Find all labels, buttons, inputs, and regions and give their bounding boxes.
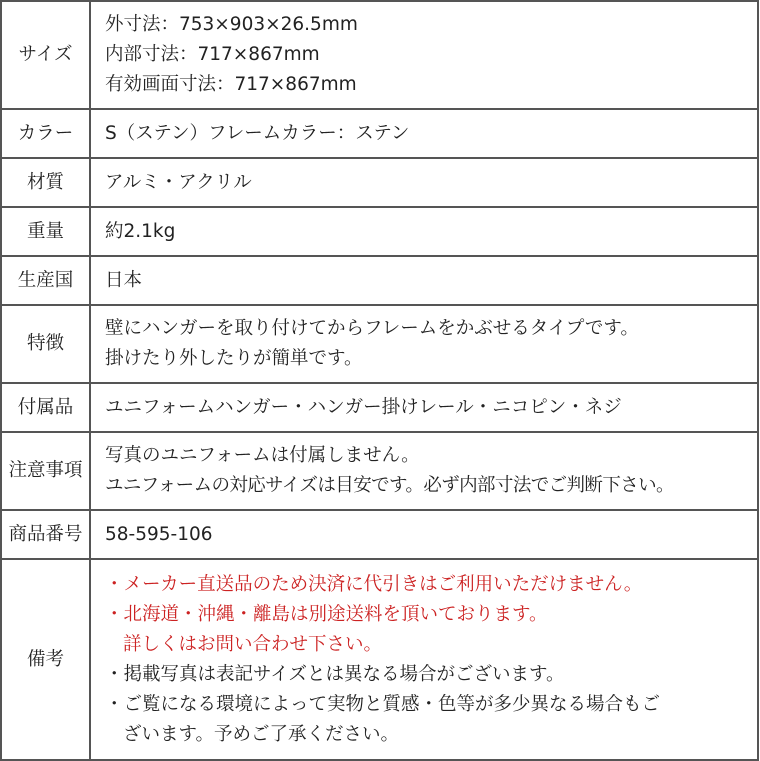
spec-line: 写真のユニフォームは付属しません。: [105, 445, 420, 466]
spec-row-remarks: [1, 559, 758, 760]
spec-label: 材質: [1, 158, 90, 207]
spec-value: [90, 510, 758, 559]
spec-label: 付属品: [1, 383, 90, 432]
spec-label: 生産国: [1, 256, 90, 305]
remark-line: ざいます。予めご了承ください。: [123, 723, 400, 745]
spec-value: [90, 432, 758, 510]
spec-label: サイズ: [1, 1, 90, 109]
spec-line: ユニフォームの対応サイズは目安です。必ず内部寸法でご判断下さい。: [105, 475, 674, 496]
spec-line: ユニフォームハンガー・ハンガー掛けレール・ニコピン・ネジ: [105, 396, 622, 418]
spec-line: 日本: [105, 269, 143, 291]
spec-value: [90, 383, 758, 432]
spec-line: 掛けたり外したりが簡単です。: [105, 348, 363, 369]
remark-line-warning: ・北海道・沖縄・離島は別途送料を頂いております。: [105, 603, 548, 625]
spec-label: 重量: [1, 207, 90, 256]
spec-line: 58-595-106: [105, 523, 213, 545]
spec-row-weight: [1, 207, 758, 256]
spec-row-accessories: [1, 383, 758, 432]
spec-value: [90, 1, 758, 109]
spec-label: 注意事項: [1, 432, 90, 510]
remark-line: ・ご覧になる環境によって実物と質感・色等が多少異なる場合もご: [105, 693, 661, 715]
spec-label: 備考: [1, 559, 90, 760]
spec-value: [90, 109, 758, 158]
spec-line: 約2.1kg: [105, 220, 176, 242]
spec-line: 外寸法：753×903×26.5mm: [105, 14, 358, 35]
spec-row-features: [1, 305, 758, 383]
remark-line-warning: 詳しくはお問い合わせ下さい。: [123, 633, 383, 655]
spec-value: [90, 158, 758, 207]
spec-line: 有効画面寸法：717×867mm: [105, 74, 357, 95]
spec-value: [90, 305, 758, 383]
spec-line: アルミ・アクリル: [105, 171, 252, 193]
spec-label: 商品番号: [1, 510, 90, 559]
spec-label: 特徴: [1, 305, 90, 383]
spec-row-size: [1, 1, 758, 109]
spec-row-color: [1, 109, 758, 158]
spec-line: 内部寸法：717×867mm: [105, 44, 320, 65]
spec-row-product-number: [1, 510, 758, 559]
spec-row-material: [1, 158, 758, 207]
spec-value: [90, 256, 758, 305]
spec-value: [90, 207, 758, 256]
spec-value: [90, 559, 758, 760]
spec-line: S（ステン）フレームカラー：ステン: [105, 122, 410, 144]
spec-label: カラー: [1, 109, 90, 158]
remark-line: ・掲載写真は表記サイズとは異なる場合がございます。: [105, 663, 565, 685]
spec-row-origin: [1, 256, 758, 305]
spec-line: 壁にハンガーを取り付けてからフレームをかぶせるタイプです。: [105, 318, 639, 339]
remark-line-warning: ・メーカー直送品のため決済に代引きはご利用いただけません。: [105, 573, 643, 595]
spec-row-notes: [1, 432, 758, 510]
